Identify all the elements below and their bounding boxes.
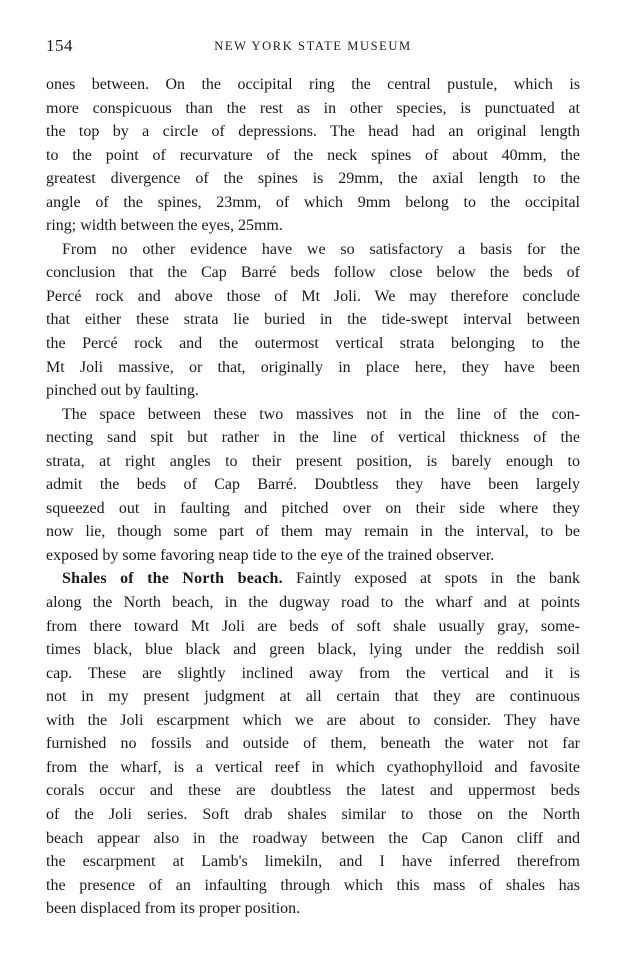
- text-line: with the Joli escarpment which we are about to consider. They have: [46, 711, 580, 729]
- text-line: now lie, though some part of them may remain in the interval, to be: [46, 523, 580, 541]
- text-line: the Percé rock and the outermost vertical strata belonging to the: [46, 335, 580, 353]
- page-number: 154: [46, 36, 73, 55]
- text-line: of the Joli series. Soft drab shales similar to those on the North: [46, 805, 580, 823]
- text-line: cap. These are slightly inclined away from the vertical and it is: [46, 664, 580, 682]
- text-line: ring; width between the eyes, 25mm.: [46, 217, 283, 235]
- text-line: to the point of recurvature of the neck spines of about 40mm, the: [46, 146, 580, 164]
- text-line: squeezed out in faulting and pitched over on their side where they: [46, 499, 580, 517]
- text-line: exposed by some favoring neap tide to the eye of the trained observer.: [46, 546, 495, 564]
- paragraph: [46, 567, 580, 920]
- text-line: Shales of the North beach. Faintly exposed at spots in the bank: [62, 570, 580, 588]
- text-line: the escarpment at Lamb's limekiln, and I have inferred therefrom: [46, 853, 580, 871]
- paragraph: [46, 238, 580, 403]
- text-line: From no other evidence have we so satisfactory a basis for the: [62, 240, 580, 258]
- running-title: NEW YORK STATE MUSEUM: [214, 39, 412, 53]
- text-line: the top by a circle of depressions. The head had an original length: [46, 123, 580, 141]
- text-line: along the North beach, in the dugway road to the wharf and at points: [46, 594, 580, 612]
- body-text: [46, 73, 580, 921]
- text-line: not in my present judgment at all certain that they are continuous: [46, 688, 580, 706]
- text-line: admit the beds of Cap Barré. Doubtless they have been largely: [46, 476, 580, 494]
- text-line: more conspicuous than the rest as in other species, is punctuated at: [46, 99, 580, 117]
- text-line: angle of the spines, 23mm, of which 9mm belong to the occipital: [46, 193, 580, 211]
- text-line: corals occur and these are doubtless the latest and uppermost beds: [46, 782, 580, 800]
- text-line: that either these strata lie buried in the tide-swept interval between: [46, 311, 580, 329]
- running-header: [46, 36, 580, 58]
- text-line: Percé rock and above those of Mt Joli. We may therefore conclude: [46, 287, 580, 305]
- section-heading: Shales of the North beach.: [62, 570, 283, 588]
- text-line: Mt Joli massive, or that, originally in place here, they have been: [46, 358, 580, 376]
- text-line: The space between these two massives not in the line of the con-: [62, 405, 580, 423]
- text-line: times black, blue black and green black, lying under the reddish soil: [46, 641, 580, 659]
- text-line: from there toward Mt Joli are beds of soft shale usually gray, some-: [46, 617, 580, 635]
- text-line: pinched out by faulting.: [46, 382, 199, 400]
- text-line: conclusion that the Cap Barré beds follow close below the beds of: [46, 264, 580, 282]
- text-line: strata, at right angles to their present position, is barely enough to: [46, 452, 580, 470]
- paragraph: [46, 403, 580, 568]
- paragraph: [46, 73, 580, 238]
- text-line: the presence of an infaulting through which this mass of shales has: [46, 876, 580, 894]
- text-line: ones between. On the occipital ring the central pustule, which is: [46, 76, 580, 93]
- text-line: beach appear also in the roadway between the Cap Canon cliff and: [46, 829, 580, 847]
- text-line: greatest divergence of the spines is 29mm, the axial length to the: [46, 170, 580, 188]
- text-line: furnished no fossils and outside of them, beneath the water not far: [46, 735, 580, 753]
- text-line: from the wharf, is a vertical reef in which cyathophylloid and favosite: [46, 758, 580, 776]
- text-line: been displaced from its proper position.: [46, 900, 301, 918]
- text-line: necting sand spit but rather in the line of vertical thickness of the: [46, 429, 580, 447]
